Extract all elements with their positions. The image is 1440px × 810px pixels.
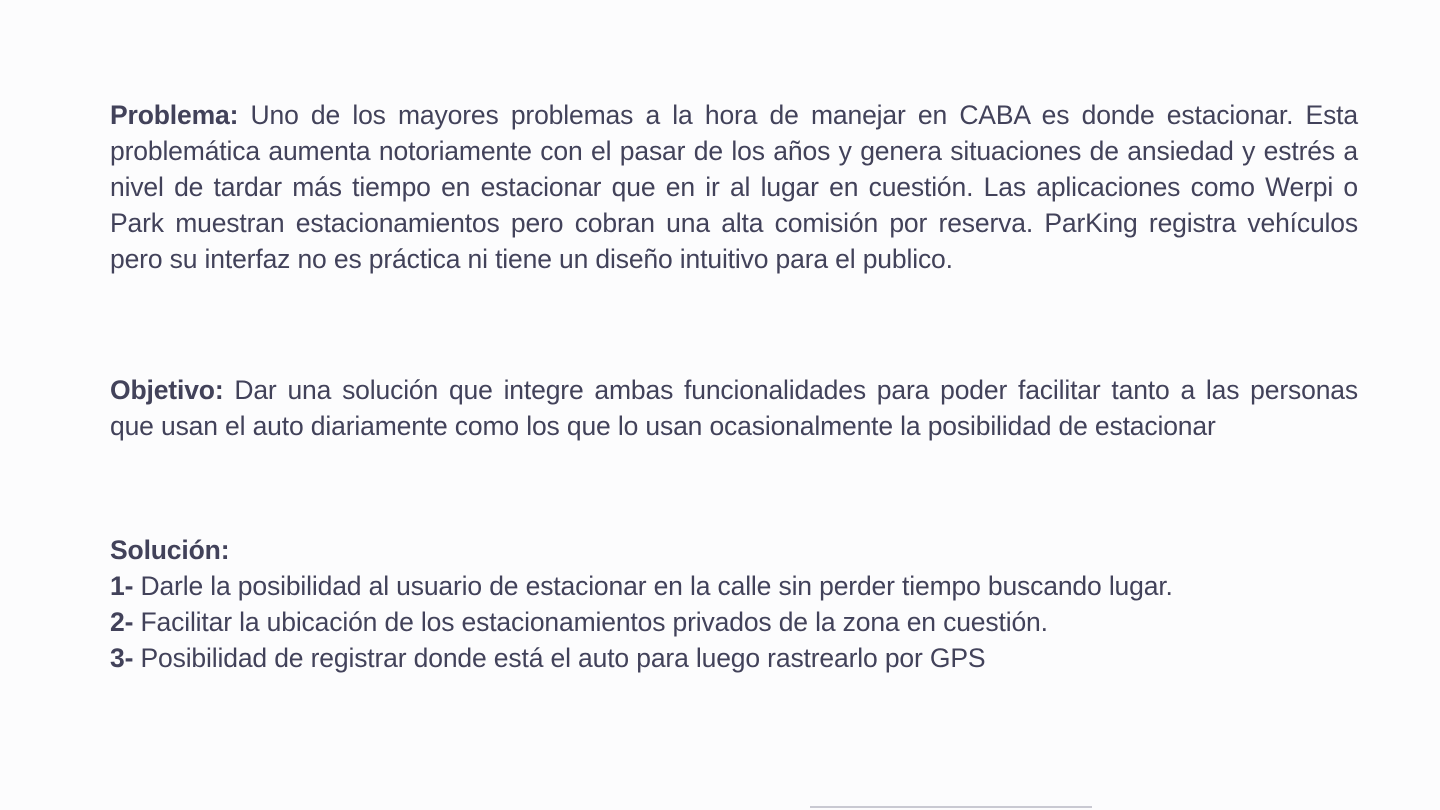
solution-section [110, 532, 1358, 676]
problem-paragraph [110, 97, 1358, 277]
objective-label: Objetivo: [110, 375, 224, 405]
solution-item-text: Darle la posibilidad al usuario de estacionar en la calle sin perder tiempo buscando lugar. [140, 571, 1173, 601]
solution-item-text: Posibilidad de registrar donde está el auto para luego rastrearlo por GPS [140, 643, 986, 673]
solution-item-2 [110, 604, 1358, 640]
solution-item-number: 1- [110, 571, 134, 601]
objective-text: Dar una solución que integre ambas funcionalidades para poder facilitar tanto a las personas que usan el auto diariamente como los que lo usan ocasionalmente la posibilidad de estacionar [110, 375, 1358, 441]
solution-item-1 [110, 568, 1358, 604]
solution-item-text: Facilitar la ubicación de los estacionamientos privados de la zona en cuestión. [140, 607, 1048, 637]
solution-item-number: 3- [110, 643, 134, 673]
bottom-divider [810, 806, 1092, 808]
solution-label: Solución: [110, 535, 230, 565]
problem-text: Uno de los mayores problemas a la hora de manejar en CABA es donde estacionar. Esta problemática aumenta notoriamente con el pasar de los años y genera situaciones de ansiedad y estrés a nivel de tardar más tiempo en estacionar que en ir al lugar en cuestión. Las aplicaciones como Werpi o Park muestran estacionamientos pero cobran una alta comisión por reserva. ParKing registra vehículos pero su interfaz no es práctica ni tiene un diseño intuitivo para el publico. [110, 100, 1358, 274]
solution-item-3 [110, 640, 1358, 676]
objective-paragraph [110, 372, 1358, 444]
solution-item-number: 2- [110, 607, 134, 637]
problem-label: Problema: [110, 100, 239, 130]
